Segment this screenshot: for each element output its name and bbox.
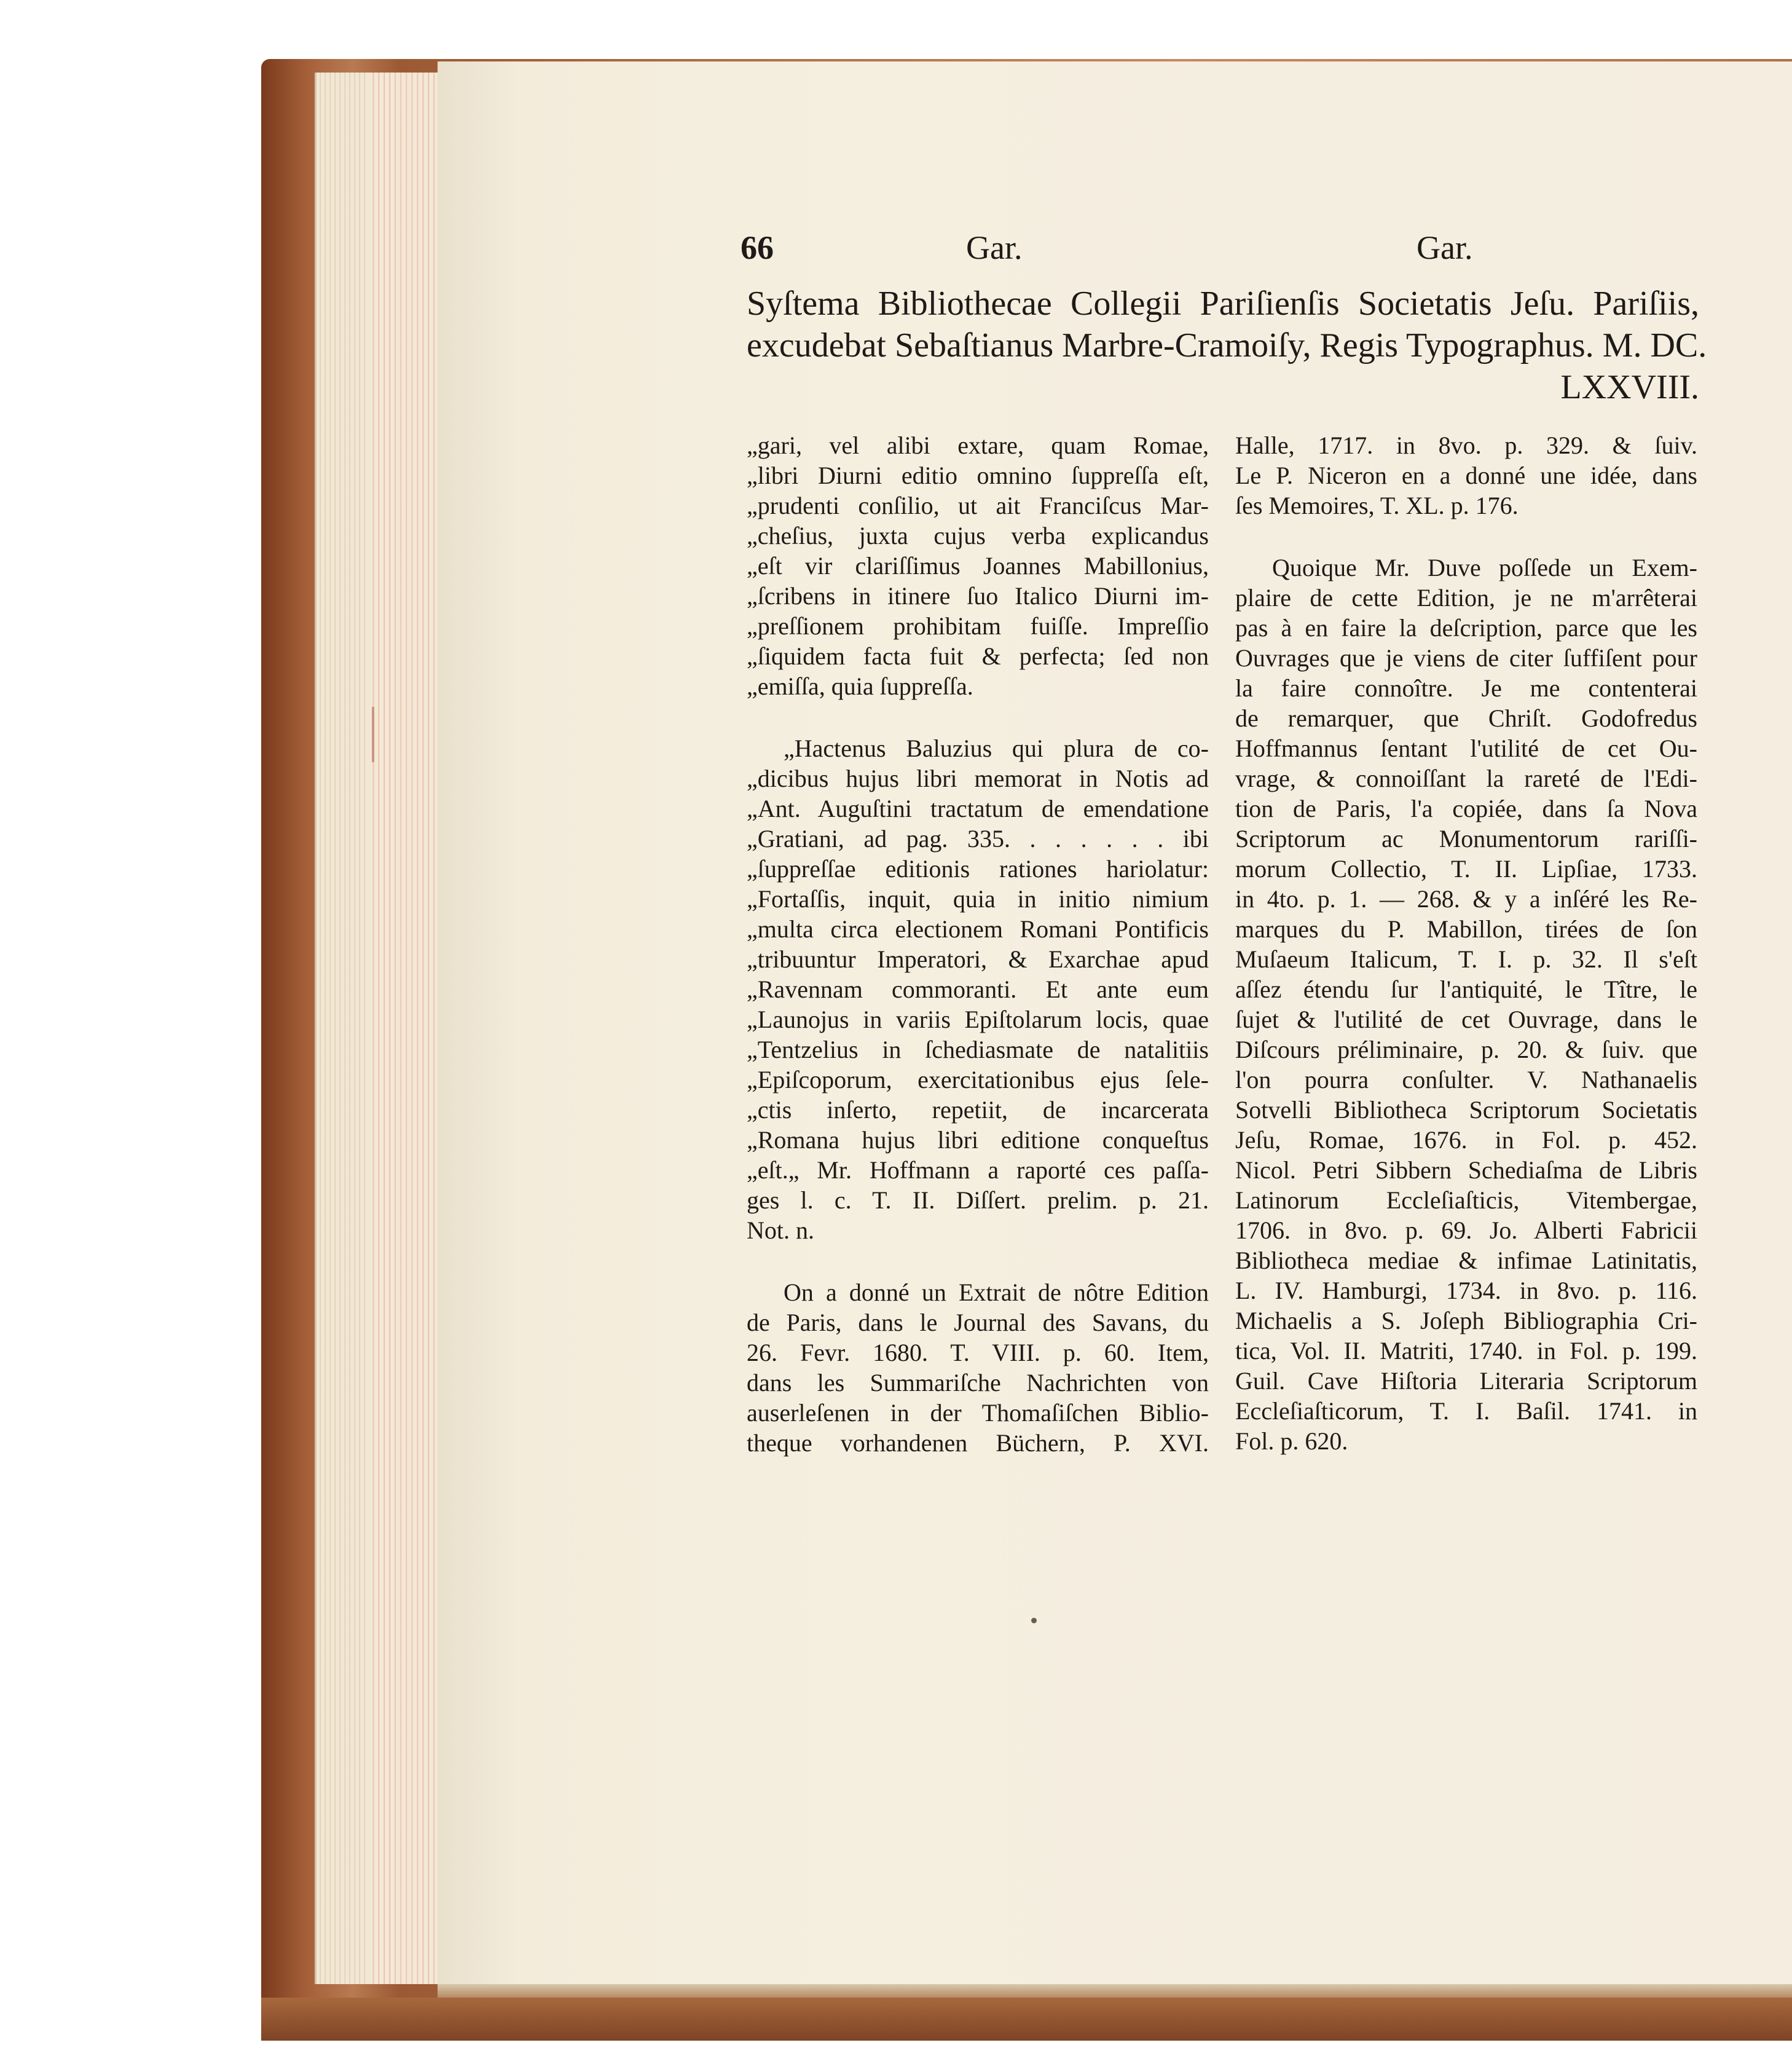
text-line: ſes Memoires, T. XL. p. 176. (1235, 492, 1519, 519)
text-line: „Epiſcoporum, exercitationibus ejus ſele- (747, 1066, 1209, 1093)
text-line: l'on pourra conſulter. V. Nathanaelis (1235, 1066, 1697, 1093)
text-line: in 4to. p. 1. — 268. & y a inſéré les Re- (1235, 885, 1697, 913)
text-line: „multa circa electionem Romani Pontificis (747, 915, 1209, 943)
text-line: 1706. in 8vo. p. 69. Jo. Alberti Fabricii (1235, 1216, 1697, 1244)
text-line: Scriptorum ac Monumentorum rariſſi- (1235, 825, 1697, 853)
text-line: Nicol. Petri Sibbern Schediaſma de Libris (1235, 1156, 1697, 1184)
text-line: Guil. Cave Hiſtoria Literaria Scriptorum (1235, 1367, 1697, 1395)
text-line: „prudenti conſilio, ut ait Franciſcus Mar- (747, 492, 1209, 519)
text-line: „Fortaſſis, inquit, quia in initio nimium (747, 885, 1209, 913)
title-line-2: excudebat Sebaſtianus Marbre-Cramoiſy, Regis Typographus. M. DC. (747, 326, 1707, 364)
running-head-left: Gar. (966, 229, 1023, 266)
text-line: morum Collectio, T. II. Lipſiae, 1733. (1235, 855, 1697, 883)
text-line: „Romana hujus libri editione conqueſtus (747, 1126, 1209, 1154)
text-line: vrage, & connoiſſant la rareté de l'Edi- (1235, 765, 1697, 792)
text-line: marques du P. Mabillon, tirées de ſon (1235, 915, 1697, 943)
text-line: Diſcours préliminaire, p. 20. & ſuiv. que (1235, 1036, 1697, 1063)
text-line: „Gratiani, ad pag. 335. . . . . . . ibi (747, 825, 1209, 853)
left-column (747, 430, 1209, 1458)
text-line: plaire de cette Edition, je ne m'arrêterai (1235, 584, 1697, 612)
text-line: Hoffmannus ſentant l'utilité de cet Ou- (1235, 735, 1697, 762)
text-line: Le P. Niceron en a donné une idée, dans (1235, 462, 1697, 489)
text-line: Jeſu, Romae, 1676. in Fol. p. 452. (1235, 1126, 1697, 1154)
book-cover-bottom-edge (261, 1998, 1792, 2041)
text-line: pas à en faire la deſcription, parce que les (1235, 614, 1697, 642)
left-paragraph-3 (747, 1277, 1209, 1458)
text-line: dans les Summariſche Nachrichten von (747, 1369, 1209, 1396)
text-line: Fol. p. 620. (1235, 1427, 1348, 1455)
text-line: tion de Paris, l'a copiée, dans ſa Nova (1235, 795, 1697, 822)
text-line: „dicibus hujus libri memorat in Notis ad (747, 765, 1209, 792)
text-line: theque vorhandenen Büchern, P. XVI. (747, 1429, 1209, 1457)
text-line: Latinorum Eccleſiaſticis, Vitembergae, (1235, 1186, 1697, 1214)
title-line-1: Syſtema Bibliothecae Collegii Pariſienſis Societatis Jeſu. Pariſiis, (747, 285, 1699, 323)
text-line: 26. Fevr. 1680. T. VIII. p. 60. Item, (747, 1339, 1209, 1366)
left-paragraph-2 (747, 733, 1209, 1245)
text-line: Sotvelli Bibliotheca Scriptorum Societatis (1235, 1096, 1697, 1124)
text-line: „ctis inſerto, repetiit, de incarcerata (747, 1096, 1209, 1124)
text-line: „libri Diurni editio omnino ſuppreſſa eſt, (747, 462, 1209, 489)
text-line: tica, Vol. II. Matriti, 1740. in Fol. p. 199. (1235, 1337, 1697, 1365)
text-line: „ſuppreſſae editionis rationes hariolatur: (747, 855, 1209, 883)
text-line: „cheſius, juxta cujus verba explicandus (747, 522, 1209, 550)
text-line: Eccleſiaſticorum, T. I. Baſil. 1741. in (1235, 1397, 1697, 1425)
text-line: „Ravennam commoranti. Et ante eum (747, 975, 1209, 1003)
text-line: „eſt vir clariſſimus Joannes Mabillonius, (747, 552, 1209, 580)
page-number: 66 (741, 229, 774, 266)
text-line: la faire connoître. Je me contenterai (1235, 674, 1697, 702)
right-paragraph-2 (1235, 553, 1697, 1456)
text-line: „Ant. Auguſtini tractatum de emendatione (747, 795, 1209, 822)
text-line: „tribuuntur Imperatori, & Exarchae apud (747, 945, 1209, 973)
text-line: Bibliotheca mediae & infimae Latinitatis, (1235, 1247, 1697, 1274)
right-paragraph-1 (1235, 430, 1697, 521)
text-line: aſſez étendu ſur l'antiquité, le Tître, le (1235, 975, 1697, 1003)
text-line: de remarquer, que Chriſt. Godofredus (1235, 704, 1697, 732)
text-line: Quoique Mr. Duve poſſede un Exem- (1272, 554, 1697, 581)
text-line: „ſiquidem facta fuit & perfecta; ſed non (747, 642, 1209, 670)
text-line: „Launojus in variis Epiſtolarum locis, quae (747, 1006, 1209, 1033)
text-line: „gari, vel alibi extare, quam Romae, (747, 431, 1209, 459)
text-line: auserleſenen in der Thomaſiſchen Biblio- (747, 1399, 1209, 1427)
text-line: „eſt.„ Mr. Hoffmann a raporté ces paſſa- (747, 1156, 1209, 1184)
text-line: L. IV. Hamburgi, 1734. in 8vo. p. 116. (1235, 1277, 1697, 1304)
text-line: „emiſſa, quia ſuppreſſa. (747, 672, 973, 700)
text-line: Ouvrages que je viens de citer ſuffiſent pour (1235, 644, 1697, 672)
text-line: ſujet & l'utilité de cet Ouvrage, dans le (1235, 1006, 1697, 1033)
text-line: „preſſionem prohibitam fuiſſe. Impreſſio (747, 612, 1209, 640)
text-line: Muſaeum Italicum, T. I. p. 32. Il s'eſt (1235, 945, 1697, 973)
text-line: On a donné un Extrait de nôtre Edition (784, 1278, 1209, 1306)
edge-mark (372, 707, 374, 762)
text-line: de Paris, dans le Journal des Savans, du (747, 1309, 1209, 1336)
right-column (1235, 430, 1697, 1456)
text-line: „Tentzelius in ſchediasmate de natalitiis (747, 1036, 1209, 1063)
red-sprinkled-edge (369, 73, 436, 1984)
ink-spot (1031, 1618, 1037, 1623)
text-line: Michaelis a S. Joſeph Bibliographia Cri- (1235, 1307, 1697, 1334)
title-line-3: LXXVIII. (1560, 368, 1699, 406)
text-line: Halle, 1717. in 8vo. p. 329. & ſuiv. (1235, 431, 1697, 459)
text-line: ges l. c. T. II. Diſſert. prelim. p. 21. (747, 1186, 1209, 1214)
page-bottom-shadow (438, 1984, 1792, 1998)
text-line: Not. n. (747, 1216, 814, 1244)
text-line: „Hactenus Baluzius qui plura de co- (784, 735, 1209, 762)
left-paragraph-1 (747, 430, 1209, 701)
running-head-right: Gar. (1417, 229, 1473, 266)
text-line: „ſcribens in itinere ſuo Italico Diurni im- (747, 582, 1209, 610)
